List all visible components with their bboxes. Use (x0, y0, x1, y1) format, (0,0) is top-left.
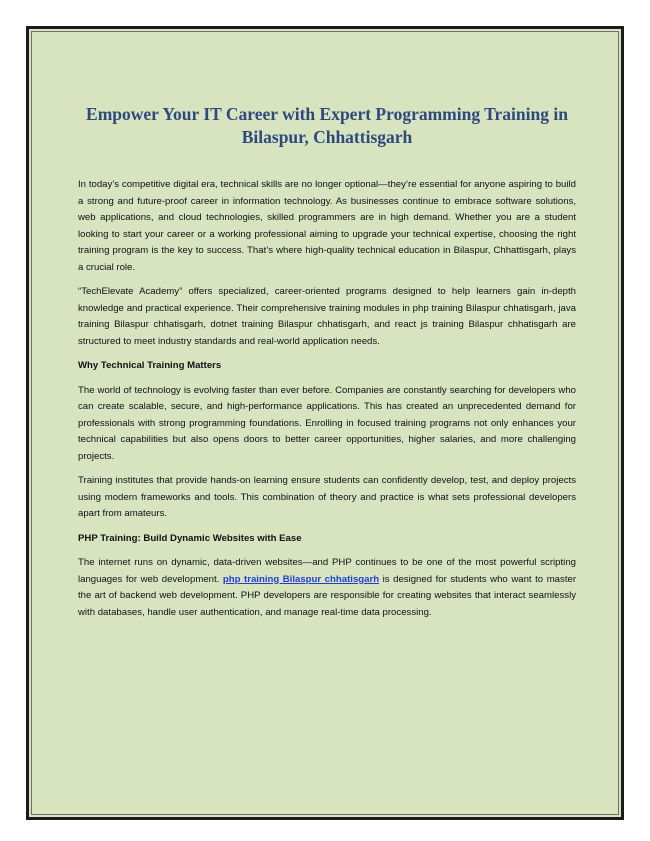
hands-on-paragraph: Training institutes that provide hands-on learning ensure students can confidently develop, test, and deploy projects using modern frameworks and tools. This combination of theory and practice is what sets professional developers apart from amateurs. (78, 475, 576, 519)
php-paragraph-text-before: The internet runs on dynamic, data-driven websites—and PHP continues to be one of the most powerful scripting languages for web development. (78, 557, 576, 585)
technology-paragraph: The world of technology is evolving faster than ever before. Companies are constantly searching for developers who can create scalable, secure, and high-performance applications. This has created an unprecedented demand for professionals with strong programming foundations. Enrolling in focused training programs not only enhances your technical capabilities but also opens doors to better career opportunities, higher salaries, and more challenging projects. (78, 384, 576, 462)
section-heading-php-training: PHP Training: Build Dynamic Websites with Ease (78, 532, 302, 544)
academy-paragraph: “TechElevate Academy” offers specialized, career-oriented programs designed to help learners gain in-depth knowledge and practical experience. Their comprehensive training modules in php training Bilaspur chhatisgarh, java training Bilaspur chhatisgarh, dotnet training Bilaspur chhatisgarh, and react js training Bilaspur chhatisgarh are structured to meet industry standards and real-world application needs. (78, 286, 576, 347)
document-title: Empower Your IT Career with Expert Programming Training in Bilaspur, Chhattisgarh (86, 104, 568, 147)
document-content (78, 103, 576, 629)
php-paragraph-text-after: is designed for students who want to master the art of backend web development. PHP developers are responsible for creating websites that interact seamlessly with databases, handle user authentication, and manage real-time data processing. (78, 573, 577, 618)
php-paragraph (78, 555, 576, 621)
section-heading-why-training: Why Technical Training Matters (78, 360, 222, 371)
intro-paragraph: In today’s competitive digital era, technical skills are no longer optional—they’re essential for anyone aspiring to build a strong and future-proof career in information technology. As businesses continue to embrace software solutions, web applications, and cloud technologies, skilled programmers are in high demand. Whether you are a student looking to start your career or a working professional aiming to upgrade your technical expertise, choosing the right training program is the key to success. That’s where high-quality technical education in Bilaspur, Chhattisgarh, plays a crucial role. (78, 179, 576, 273)
document-page (26, 26, 624, 820)
php-training-link[interactable]: php training Bilaspur chhatisgarh (222, 573, 380, 585)
